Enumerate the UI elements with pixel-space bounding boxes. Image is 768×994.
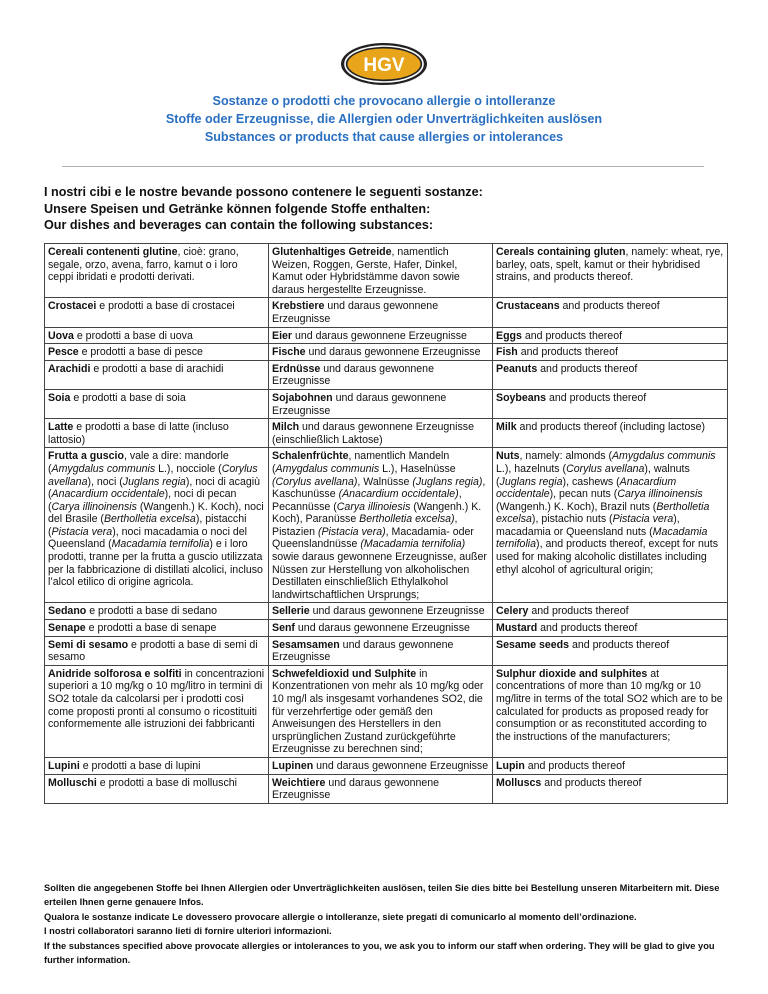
allergen-name: Milch	[272, 421, 300, 434]
cell-text: ), noci di acagiù (	[48, 475, 261, 501]
latin-name: Bertholletia excelsa)	[359, 513, 455, 526]
allergen-name: Senf	[272, 622, 295, 635]
table-row	[45, 344, 728, 361]
latin-name: Anacardium occidentale	[51, 488, 165, 501]
cell-text: and products thereof	[559, 300, 660, 313]
cell-italian	[45, 603, 269, 620]
cell-german	[269, 244, 493, 298]
allergen-name: Frutta a guscio	[48, 450, 124, 463]
allergen-name: Semi di sesamo	[48, 638, 129, 651]
table-row	[45, 327, 728, 344]
cell-text: , Pecannüsse (	[272, 488, 462, 513]
allergen-name: Uova	[48, 329, 74, 342]
cell-text: , namely: almonds (	[519, 450, 612, 463]
cell-text: und daraus gewonnene Erzeugnisse	[305, 346, 481, 359]
cell-text: and products thereof	[517, 346, 618, 359]
latin-name: Amygdalus communis	[611, 450, 716, 463]
cell-english	[493, 774, 728, 803]
allergen-name: Fish	[496, 346, 518, 359]
allergen-name: Soybeans	[496, 391, 547, 404]
allergen-name: Sojabohnen	[272, 391, 333, 404]
cell-english	[493, 603, 728, 620]
logo-text: HGV	[363, 55, 405, 76]
cell-text: and products thereof	[569, 638, 670, 651]
cell-text: und daraus gewonnene Erzeugnisse	[272, 300, 439, 325]
cell-text: , namely: wheat, rye, barley, oats, spelt, kamut or their hybridised strains, and products thereof.	[496, 246, 724, 284]
allergen-name: Lupini	[48, 759, 80, 772]
cell-german	[269, 360, 493, 389]
cell-english	[493, 298, 728, 327]
cell-text: in concentrazioni superiori a 10 mg/kg o 10 mg/litro in termini di SO2 totale da calcolarsi per i prodotti così come proposti pronti al consumo o ricostituiti conformemente alle istruzioni dei fabbricanti	[48, 667, 265, 731]
latin-name: Amygdalus communis	[51, 462, 156, 475]
allergen-name: Senape	[48, 622, 86, 635]
cell-italian	[45, 360, 269, 389]
cell-english	[493, 244, 728, 298]
cell-english	[493, 327, 728, 344]
cell-italian	[45, 298, 269, 327]
table-row	[45, 636, 728, 665]
latin-name: Anacardium occidentale	[496, 475, 677, 501]
title-divider	[62, 166, 704, 167]
table-row	[45, 419, 728, 448]
cell-german	[269, 419, 493, 448]
latin-name: (Corylus avellana)	[272, 475, 358, 488]
allergen-name: Sulphur dioxide and sulphites	[496, 667, 648, 680]
latin-name: Corylus avellana	[48, 462, 258, 488]
cell-text: (Wangenh.) K. Koch), Paranüsse	[272, 500, 482, 526]
table-row	[45, 360, 728, 389]
allergen-name: Weichtiere	[272, 776, 326, 789]
cell-text: ), walnuts (	[496, 462, 690, 488]
cell-english	[493, 620, 728, 637]
allergen-name: Soia	[48, 391, 71, 404]
table-row	[45, 620, 728, 637]
cell-text: L.), hazelnuts (	[496, 462, 567, 475]
table-row	[45, 448, 728, 603]
cell-text: und daraus gewonnene Erzeugnisse	[272, 362, 434, 388]
latin-name: Amygdalus communis	[275, 462, 380, 475]
footer-notice	[44, 881, 734, 967]
cell-text: und daraus gewonnene Erzeugnisse	[294, 622, 470, 635]
cell-text: , namentlich Mandeln (	[272, 450, 450, 475]
cell-german	[269, 298, 493, 327]
cell-text: e prodotti a base di latte (incluso lattosio)	[48, 421, 229, 446]
cell-text: ), macadamia or Queensland nuts (	[496, 513, 680, 538]
cell-text: e prodotti a base di senape	[85, 622, 217, 635]
cell-text: at concentrations of more than 10 mg/kg or 10 mg/litre in terms of the total SO2 which are to be calculated for products as proposed ready for consumption or as reconstituted according to the instructions of the manufacturers;	[496, 667, 723, 743]
cell-text: e prodotti a base di uova	[73, 329, 193, 342]
cell-german	[269, 620, 493, 637]
title-german: Stoffe oder Erzeugnisse, die Allergien oder Unverträglichkeiten auslösen	[165, 112, 603, 126]
cell-english	[493, 757, 728, 774]
allergen-name: Crustaceans	[496, 300, 560, 313]
latin-name: Carya illinoiesis	[336, 500, 411, 513]
cell-text: ), pistacchi (	[48, 513, 247, 538]
allergen-name: Krebstiere	[272, 300, 325, 313]
allergen-name: Eggs	[496, 329, 522, 342]
allergen-name: Fische	[272, 346, 306, 359]
cell-text: sowie daraus gewonnene Erzeugnisse, außer Nüssen zur Herstellung von alkoholischen Destillaten einschließlich Ethylalkohol landwirtschaftlichen Ursprungs;	[272, 551, 487, 601]
latin-name: Carya illinoinensis	[617, 488, 703, 501]
cell-german	[269, 774, 493, 803]
cell-italian	[45, 244, 269, 298]
footer-english: If the substances specified above provocate allergies or intolerances to you, we ask you to inform our staff when ordering. They will be glad to give you further information.	[44, 940, 715, 966]
latin-name: (Juglans regia)	[412, 475, 483, 488]
cell-text: ), noci (	[87, 475, 123, 488]
cell-text: , Macadamia- oder Queenslandnüsse	[272, 525, 474, 551]
cell-italian	[45, 665, 269, 757]
cell-italian	[45, 448, 269, 603]
cell-text: and products thereof	[528, 605, 629, 618]
cell-text: und daraus gewonnene Erzeugnisse (einschließlich Laktose)	[272, 421, 474, 446]
cell-german	[269, 389, 493, 418]
allergen-name: Erdnüsse	[272, 362, 321, 375]
cell-text: e prodotti a base di semi di sesamo	[48, 638, 258, 664]
table-row	[45, 244, 728, 298]
latin-name: Macadamia ternifolia	[496, 525, 708, 551]
cell-text: and products thereof	[521, 329, 623, 342]
cell-text: und daraus gewonnene Erzeugnisse	[272, 391, 447, 417]
latin-name: (Pistacia vera)	[317, 525, 386, 538]
allergen-name: Pesce	[48, 346, 79, 359]
cell-text: ), noci macadamia o noci del Queensland (	[48, 525, 248, 551]
latin-name: Pistacia vera	[612, 513, 674, 526]
cell-italian	[45, 344, 269, 361]
table-row	[45, 665, 728, 757]
allergen-name: Molluscs	[496, 776, 542, 789]
latin-name: Carya illinoinensis	[51, 500, 137, 513]
footer-italian: Qualora le sostanze indicate Le dovessero provocare allergie o intolleranze, siete pregati di comunicarlo al momento dell’ordinazione.	[44, 911, 637, 922]
cell-italian	[45, 774, 269, 803]
allergen-name: Sedano	[48, 605, 87, 618]
cell-text: and products thereof	[524, 759, 625, 772]
allergen-name: Celery	[496, 605, 529, 618]
allergen-name: Cereali contenenti glutine	[48, 246, 178, 258]
cell-text: and products thereof	[541, 776, 642, 789]
cell-italian	[45, 419, 269, 448]
latin-name: Macadamia ternifolia	[111, 538, 210, 551]
cell-text: und daraus gewonnene Erzeugnisse	[292, 329, 467, 342]
cell-text: ), and products thereof, except for nuts used for making alcoholic distillates including ethyl alcohol of agricultural origin;	[496, 538, 719, 576]
intro-text	[44, 184, 734, 234]
table-row	[45, 774, 728, 803]
allergen-name: Arachidi	[48, 362, 91, 375]
footer-italian-2: I nostri collaboratori saranno lieti di fornire ulteriori informazioni.	[44, 926, 332, 937]
intro-german: Unsere Speisen und Getränke können folgende Stoffe enthalten:	[44, 201, 431, 216]
cell-english	[493, 360, 728, 389]
cell-text: L.), Haselnüsse	[379, 462, 456, 475]
cell-text: und daraus gewonnene Erzeugnisse	[309, 605, 485, 618]
intro-italian: I nostri cibi e le nostre bevande possono contenere le seguenti sostanze:	[44, 185, 483, 199]
cell-text: L.), nocciole (	[155, 462, 222, 475]
cell-text: e prodotti a base di sedano	[86, 605, 218, 618]
allergen-name: Crostacei	[48, 300, 97, 313]
latin-name: (Macadamia ternifolia)	[360, 538, 466, 551]
cell-english	[493, 636, 728, 665]
allergen-name: Mustard	[496, 622, 538, 635]
latin-name: (Anacardium occidentale)	[338, 488, 459, 501]
cell-text: und daraus gewonnene Erzeugnisse	[272, 776, 440, 802]
allergen-table-body	[45, 244, 728, 804]
allergen-name: Sellerie	[272, 605, 310, 618]
allergen-name: Eier	[272, 329, 293, 342]
cell-text: and products thereof	[537, 362, 638, 375]
cell-german	[269, 327, 493, 344]
allergen-name: Sesame seeds	[496, 638, 570, 651]
table-row	[45, 389, 728, 418]
latin-name: Pistacia vera	[51, 525, 113, 538]
cell-text: e prodotti a base di pesce	[78, 346, 203, 359]
cell-italian	[45, 757, 269, 774]
cell-text: and products thereof	[546, 391, 647, 404]
allergen-name: Molluschi	[48, 776, 97, 789]
latin-name: Juglans regia	[499, 475, 563, 488]
table-row	[45, 298, 728, 327]
cell-text: , Walnüsse	[357, 475, 413, 488]
cell-text: , vale a dire: mandorle (	[48, 450, 229, 475]
cell-text: and products thereof	[537, 622, 638, 635]
table-row	[45, 757, 728, 774]
footer-german: Sollten die angegebenen Stoffe bei Ihnen Allergien oder Unverträglichkeiten auslösen, teilen Sie dies bitte bei Bestellung unseren Mitarbeitern mit. Diese erteilen Ihnen gerne genauere Infos.	[44, 883, 720, 908]
cell-german	[269, 665, 493, 757]
cell-text: ), cashews (	[562, 475, 620, 488]
cell-text: and products thereof (including lactose)	[516, 421, 706, 434]
cell-text: e prodotti a base di arachidi	[90, 362, 224, 375]
cell-german	[269, 636, 493, 665]
cell-german	[269, 603, 493, 620]
cell-text: in Konzentrationen von mehr als 10 mg/kg oder 10 mg/l als insgesamt vorhandenes SO2, die für verzehrfertige oder gemäß den Anweisungen des Herstellers in den ursprünglichen Zustand zurückgeführte Erzeugnisse zu berechnen sind;	[272, 667, 484, 756]
cell-text: (Wangenh.) K. Koch), Brazil nuts (	[496, 500, 657, 513]
allergen-table	[44, 243, 728, 804]
allergen-name: Lupin	[496, 759, 525, 772]
allergen-name: Cereals containing gluten	[496, 246, 626, 258]
cell-german	[269, 757, 493, 774]
allergen-name: Lupinen	[272, 759, 314, 772]
latin-name: Bertholletia excelsa	[103, 513, 196, 526]
cell-italian	[45, 620, 269, 637]
document-titles	[0, 92, 768, 146]
latin-name: Juglans regia	[122, 475, 186, 488]
intro-english: Our dishes and beverages can contain the following substances:	[44, 218, 434, 232]
title-english: Substances or products that cause allergies or intolerances	[204, 130, 564, 144]
cell-italian	[45, 636, 269, 665]
latin-name: Bertholletia excelsa	[496, 500, 710, 526]
cell-german	[269, 448, 493, 603]
allergen-name: Schwefeldioxid und Sulphite	[272, 667, 417, 680]
allergen-name: Peanuts	[496, 362, 538, 375]
cell-text: , namentlich Weizen, Roggen, Gerste, Hafer, Dinkel, Kamut oder Hybridstämme davon sowie daraus hergestellte Erzeugnisse.	[272, 246, 460, 296]
cell-text: und daraus gewonnene Erzeugnisse	[272, 638, 454, 664]
allergen-name: Schalenfrüchte	[272, 450, 349, 463]
cell-text: , cioè: grano, segale, orzo, avena, farro, kamut o i loro ceppi ibridati e prodotti derivati.	[48, 246, 239, 284]
latin-name: Corylus avellana	[566, 462, 645, 475]
allergen-name: Anidride solforosa e solfiti	[48, 667, 182, 680]
allergen-name: Milk	[496, 421, 517, 434]
table-row	[45, 603, 728, 620]
allergen-name: Nuts	[496, 450, 520, 463]
cell-text: und daraus gewonnene Erzeugnisse	[313, 759, 489, 772]
title-italian: Sostanze o prodotti che provocano allergie o intolleranze	[212, 94, 556, 108]
cell-english	[493, 448, 728, 603]
cell-english	[493, 665, 728, 757]
hgv-logo	[340, 42, 428, 86]
cell-text: e prodotti a base di crostacei	[96, 300, 235, 313]
cell-italian	[45, 327, 269, 344]
cell-german	[269, 344, 493, 361]
cell-text: e prodotti a base di soia	[70, 391, 186, 404]
cell-english	[493, 419, 728, 448]
cell-text: , Kaschunüsse	[272, 475, 486, 501]
allergen-name: Glutenhaltiges Getreide	[272, 246, 392, 258]
cell-text: e prodotti a base di lupini	[79, 759, 201, 772]
cell-text: , Pistazien	[272, 513, 458, 538]
cell-text: ) e i loro prodotti, tranne per la frutta a guscio utilizzata per la fabbricazione di distillati alcolici, incluso l’alcol etilico di origine agricola.	[48, 538, 263, 589]
allergen-name: Sesamsamen	[272, 638, 340, 651]
cell-text: ), noci di pecan (	[48, 488, 237, 513]
cell-italian	[45, 389, 269, 418]
cell-text: e prodotti a base di molluschi	[96, 776, 238, 789]
allergen-name: Latte	[48, 421, 74, 434]
cell-text: (Wangenh.) K. Koch), noci del Brasile (	[48, 500, 264, 526]
cell-text: ), pecan nuts (	[549, 488, 618, 501]
cell-english	[493, 389, 728, 418]
cell-text: ), pistachio nuts (	[531, 513, 613, 526]
cell-english	[493, 344, 728, 361]
